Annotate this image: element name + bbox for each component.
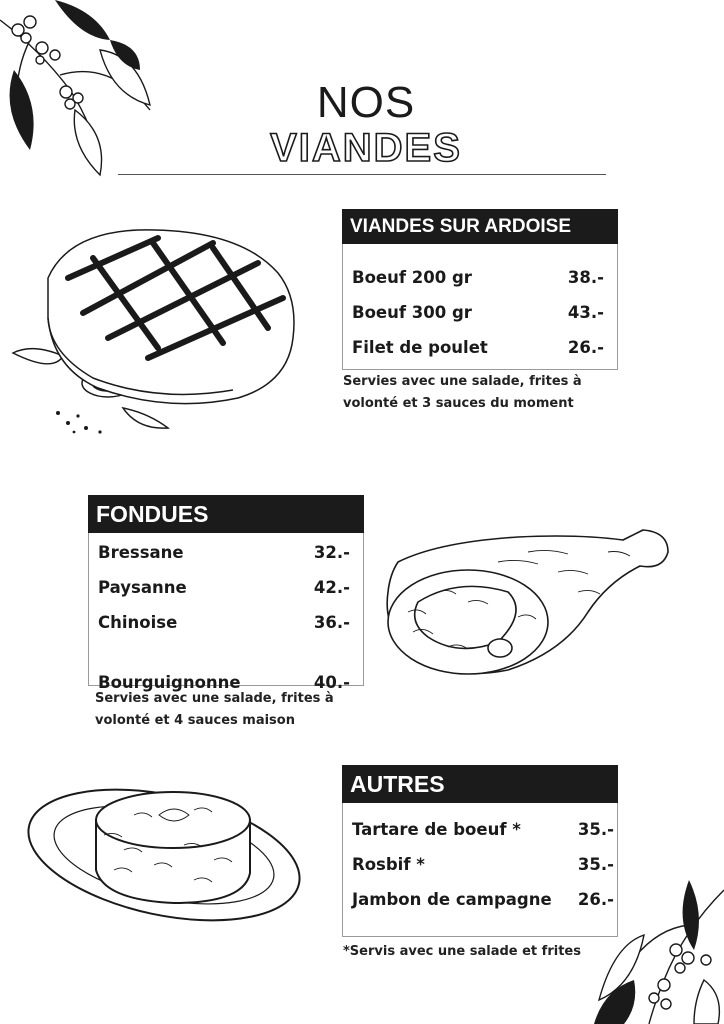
menu-item-name: Chinoise	[98, 613, 178, 632]
menu-item-price: 38.-	[567, 268, 604, 287]
menu-item	[352, 855, 614, 890]
menu-item-price: 32.-	[313, 543, 350, 562]
menu-item	[352, 820, 614, 855]
section-heading-autres: AUTRES	[342, 765, 618, 803]
menu-item-name: Filet de poulet	[352, 338, 488, 357]
menu-item-price: 26.-	[567, 338, 604, 357]
menu-item	[352, 890, 614, 925]
menu-item-name: Paysanne	[98, 578, 187, 597]
menu-item	[98, 578, 350, 613]
menu-list-fondues	[98, 543, 350, 692]
menu-item-price: 35.-	[577, 855, 614, 874]
section-heading-ardoise: VIANDES SUR ARDOISE	[342, 209, 618, 244]
section-note-fondues: Servies avec une salade, frites à volonté et 4 sauces maison	[95, 691, 334, 728]
section-note-autres: *Servis avec une salade et frites	[343, 944, 581, 959]
menu-item-name: Tartare de boeuf *	[352, 820, 521, 839]
menu-item	[98, 613, 350, 648]
menu-list-autres	[352, 820, 614, 925]
menu-item	[352, 303, 604, 338]
page-title: NOS	[316, 78, 416, 127]
page-subtitle: VIANDES	[270, 126, 462, 170]
tartare-plate-icon	[24, 755, 306, 935]
menu-list-ardoise	[352, 268, 604, 373]
menu-item	[352, 338, 604, 373]
menu-item-name: Bressane	[98, 543, 184, 562]
menu-item-price: 35.-	[577, 820, 614, 839]
ham-icon	[378, 522, 672, 682]
menu-item-price: 36.-	[313, 613, 350, 632]
menu-item-name: Boeuf 300 gr	[352, 303, 472, 322]
menu-item-price: 42.-	[313, 578, 350, 597]
section-note-ardoise: Servies avec une salade, frites à volonté et 3 sauces du moment	[343, 374, 582, 411]
menu-item	[98, 648, 350, 692]
menu-item-price: 26.-	[577, 890, 614, 909]
menu-item	[352, 268, 604, 303]
title-divider	[118, 174, 606, 175]
menu-item-price: 43.-	[567, 303, 604, 322]
steak-icon	[8, 218, 304, 440]
menu-item-name: Bourguignonne	[98, 673, 241, 692]
section-heading-fondues: FONDUES	[88, 495, 364, 533]
menu-item-name: Boeuf 200 gr	[352, 268, 472, 287]
menu-item	[98, 543, 350, 578]
menu-item-name: Rosbif *	[352, 855, 425, 874]
menu-item-price: 40.-	[313, 673, 350, 692]
menu-item-name: Jambon de campagne	[352, 890, 552, 909]
